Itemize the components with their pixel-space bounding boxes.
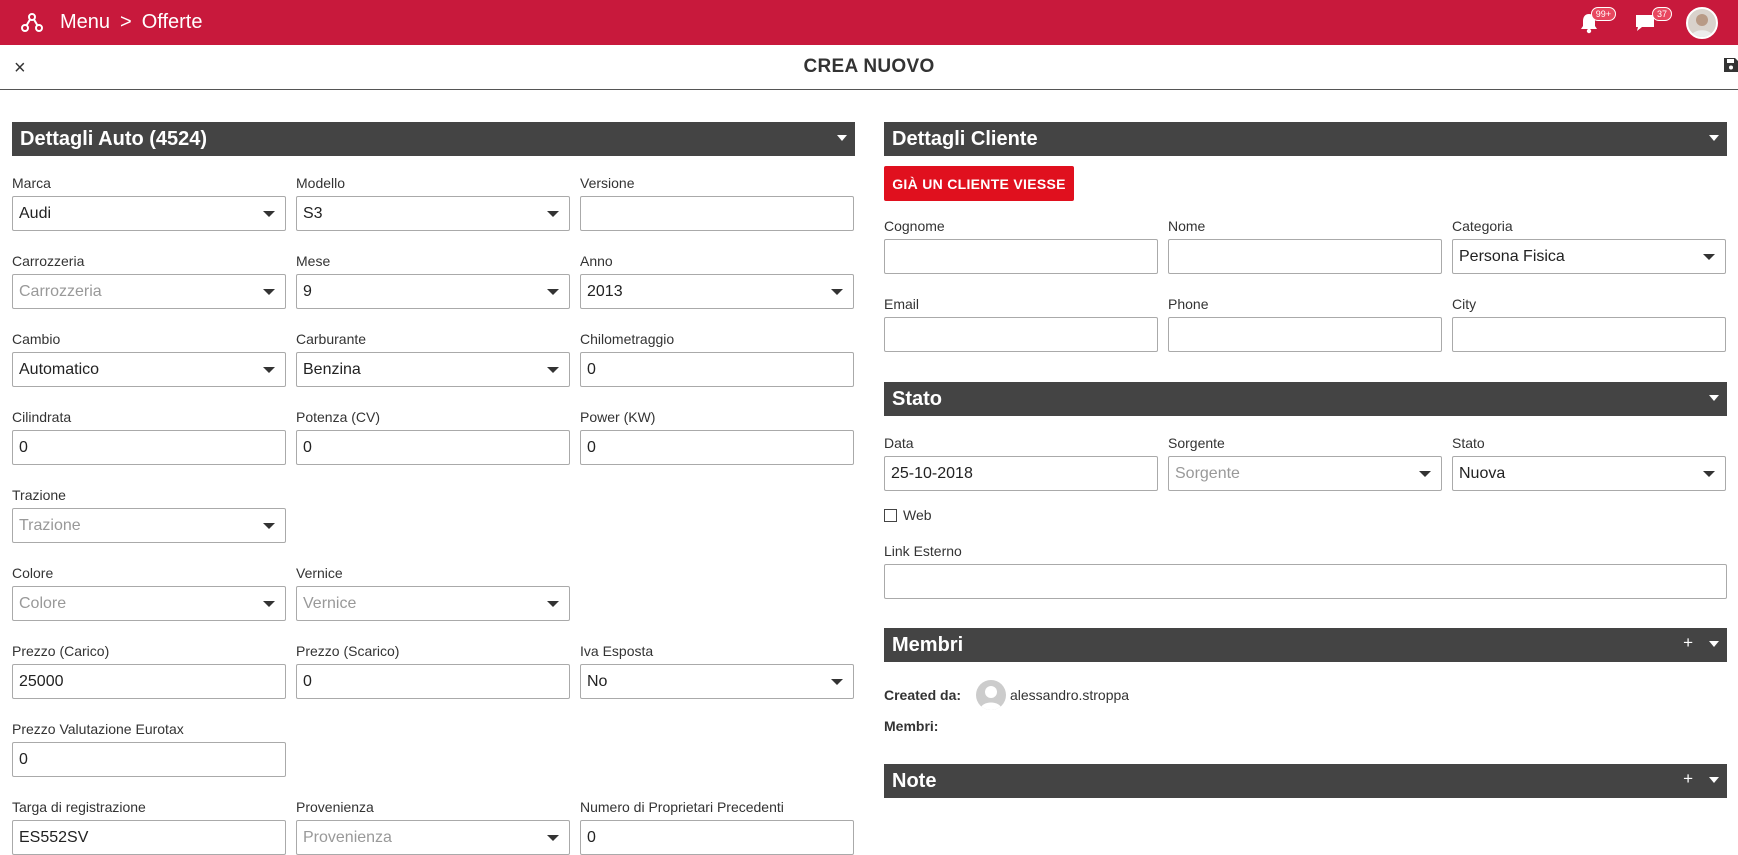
field-label: Data <box>884 435 914 451</box>
field-label: Anno <box>580 253 613 269</box>
field-label: Marca <box>12 175 51 191</box>
trazione-select[interactable]: Trazione <box>12 508 286 543</box>
breadcrumb-current[interactable]: Offerte <box>141 11 203 33</box>
proprietari-input[interactable]: 0 <box>580 820 854 855</box>
mese-select[interactable]: 9 <box>296 274 570 309</box>
section-header-membri[interactable] <box>884 628 1727 662</box>
web-checkbox[interactable] <box>884 509 897 522</box>
field-label: Chilometraggio <box>580 331 675 347</box>
chevron-down-icon <box>547 211 559 217</box>
carburante-select[interactable]: Benzina <box>296 352 570 387</box>
field-label: Link Esterno <box>884 543 962 559</box>
user-avatar-icon <box>976 680 1006 710</box>
city-input[interactable] <box>1452 317 1726 352</box>
field-label: Cognome <box>884 218 945 234</box>
field-label: Mese <box>296 253 331 269</box>
cilindrata-input[interactable]: 0 <box>12 430 286 465</box>
stato-select[interactable]: Nuova <box>1452 456 1726 491</box>
chevron-down-icon <box>263 601 275 607</box>
field-label: Provenienza <box>296 799 374 815</box>
chevron-down-icon <box>263 523 275 529</box>
field-label: Colore <box>12 565 54 581</box>
chevron-down-icon[interactable] <box>1709 395 1719 401</box>
versione-input[interactable] <box>580 196 854 231</box>
field-label: Potenza (CV) <box>296 409 381 425</box>
field-label: Prezzo (Carico) <box>12 643 110 659</box>
notifications-button[interactable] <box>1574 8 1611 38</box>
email-input[interactable] <box>884 317 1158 352</box>
field-label: Cilindrata <box>12 409 72 425</box>
field-label: Power (KW) <box>580 409 656 425</box>
network-icon[interactable] <box>20 11 44 35</box>
user-avatar[interactable] <box>1686 7 1718 39</box>
created-by-user[interactable]: alessandro.stroppa <box>1010 687 1130 703</box>
field-label: Modello <box>296 175 346 191</box>
notifications-badge: 99+ <box>1591 7 1616 21</box>
field-label: Versione <box>580 175 635 191</box>
messages-badge: 37 <box>1652 7 1672 21</box>
field-label: Email <box>884 296 920 312</box>
colore-select[interactable]: Colore <box>12 586 286 621</box>
chevron-down-icon <box>547 601 559 607</box>
chevron-down-icon[interactable] <box>837 135 847 141</box>
section-title: Stato <box>892 387 942 410</box>
prezzo-carico-input[interactable]: 25000 <box>12 664 286 699</box>
menu-link[interactable]: Menu <box>60 11 111 33</box>
chilometraggio-input[interactable]: 0 <box>580 352 854 387</box>
top-bar <box>0 0 1738 45</box>
save-icon[interactable] <box>1724 58 1738 77</box>
anno-select[interactable]: 2013 <box>580 274 854 309</box>
chevron-down-icon <box>1703 471 1715 477</box>
web-label: Web <box>903 507 932 523</box>
created-by-label: Created da: <box>884 687 962 703</box>
chevron-down-icon <box>1703 254 1715 260</box>
categoria-select[interactable]: Persona Fisica <box>1452 239 1726 274</box>
carrozzeria-select[interactable]: Carrozzeria <box>12 274 286 309</box>
chevron-down-icon <box>831 679 843 685</box>
page-title: CREA NUOVO <box>803 56 935 77</box>
section-header-auto[interactable] <box>12 122 855 156</box>
field-label: City <box>1452 296 1477 312</box>
field-label: Targa di registrazione <box>12 799 146 815</box>
form-header <box>0 45 1738 90</box>
section-title: Dettagli Auto (4524) <box>20 127 208 150</box>
chevron-down-icon <box>263 289 275 295</box>
phone-input[interactable] <box>1168 317 1442 352</box>
chevron-down-icon <box>263 367 275 373</box>
link-esterno-input[interactable] <box>884 564 1727 599</box>
field-label: Prezzo (Scarico) <box>296 643 400 659</box>
field-label: Iva Esposta <box>580 643 654 659</box>
section-title: Note <box>892 769 937 792</box>
chevron-down-icon <box>547 367 559 373</box>
eurotax-input[interactable]: 0 <box>12 742 286 777</box>
chevron-down-icon <box>831 289 843 295</box>
section-header-stato[interactable] <box>884 382 1727 416</box>
chevron-down-icon <box>547 835 559 841</box>
marca-select[interactable]: Audi <box>12 196 286 231</box>
section-header-cliente[interactable] <box>884 122 1727 156</box>
close-icon[interactable]: × <box>14 57 26 79</box>
field-label: Sorgente <box>1168 435 1225 451</box>
chevron-down-icon <box>547 289 559 295</box>
chevron-down-icon <box>263 211 275 217</box>
field-label: Prezzo Valutazione Eurotax <box>12 721 184 737</box>
messages-button[interactable] <box>1630 8 1667 38</box>
field-label: Numero di Proprietari Precedenti <box>580 799 784 815</box>
potenza-cv-input[interactable]: 0 <box>296 430 570 465</box>
prezzo-scarico-input[interactable]: 0 <box>296 664 570 699</box>
members-label: Membri: <box>884 718 939 734</box>
field-label: Cambio <box>12 331 61 347</box>
field-label: Categoria <box>1452 218 1513 234</box>
field-label: Carburante <box>296 331 367 347</box>
section-title: Membri <box>892 633 964 656</box>
nome-input[interactable] <box>1168 239 1442 274</box>
section-header-note[interactable] <box>884 764 1727 798</box>
targa-input[interactable]: ES552SV <box>12 820 286 855</box>
sorgente-select[interactable]: Sorgente <box>1168 456 1442 491</box>
provenienza-select[interactable]: Provenienza <box>296 820 570 855</box>
field-label: Phone <box>1168 296 1209 312</box>
chevron-down-icon <box>1419 471 1431 477</box>
field-label: Vernice <box>296 565 343 581</box>
data-input[interactable]: 25-10-2018 <box>884 456 1158 491</box>
power-kw-input[interactable]: 0 <box>580 430 854 465</box>
existing-client-button[interactable]: GIÀ UN CLIENTE VIESSE <box>884 166 1074 201</box>
field-label: Nome <box>1168 218 1206 234</box>
iva-select[interactable]: No <box>580 664 854 699</box>
right-column <box>884 122 1727 798</box>
vernice-select[interactable]: Vernice <box>296 586 570 621</box>
field-label: Carrozzeria <box>12 253 85 269</box>
cambio-select[interactable]: Automatico <box>12 352 286 387</box>
add-note-icon[interactable]: + <box>1683 769 1693 788</box>
modello-select[interactable]: S3 <box>296 196 570 231</box>
field-label: Stato <box>1452 435 1485 451</box>
field-label: Trazione <box>12 487 66 503</box>
add-member-icon[interactable]: + <box>1683 633 1693 652</box>
auto-section <box>12 122 855 855</box>
section-title: Dettagli Cliente <box>892 127 1038 150</box>
chevron-down-icon[interactable] <box>1709 641 1719 647</box>
chevron-down-icon[interactable] <box>1709 777 1719 783</box>
chevron-down-icon[interactable] <box>1709 135 1719 141</box>
breadcrumb-separator: > <box>120 11 132 33</box>
cognome-input[interactable] <box>884 239 1158 274</box>
